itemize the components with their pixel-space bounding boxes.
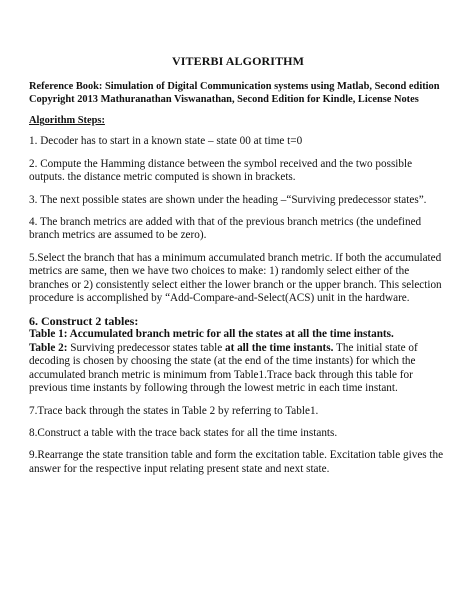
step-8: 8.Construct a table with the trace back states for all the time instants. [29, 426, 338, 439]
step-5: 5.Select the branch that has a minimum accumulated branch metric. If both the accumulated metrics are same, then we have two choices to make: 1) randomly select either of the branches or 2) consistently select either the lower branch or the upper branch. This selection procedure is accomplished by “Add-Compare-and-Select(ACS) unit in the hardware. [29, 251, 442, 305]
document-title: VITERBI ALGORITHM [171, 54, 305, 68]
algorithm-steps-heading: Algorithm Steps: [29, 115, 105, 127]
step-1: 1. Decoder has to start in a known state – state 00 at time t=0 [29, 135, 303, 148]
step-7: 7.Trace back through the states in Table 2 by referring to Table1. [29, 404, 319, 417]
step-6 [29, 314, 447, 395]
table-2-label: Table 2: [29, 341, 68, 354]
step-6-heading: 6. Construct 2 tables: [29, 314, 139, 329]
step-4: 4. The branch metrics are added with that of the previous branch metrics (the undefined branch metrics are assumed to be zero). [29, 216, 422, 242]
table-2-bold-text: at all the time instants. [224, 341, 334, 354]
reference-note: Reference Book: Simulation of Digital Communication systems using Matlab, Second edition Copyright 2013 Mathuranathan Viswanathan, Second Edition for Kindle, License Notes [29, 81, 440, 106]
table-1-description: Table 1: Accumulated branch metric for all the states at all the time instants. [29, 328, 394, 341]
table-2-rest: The initial state of decoding is chosen by choosing the state (at the end of the time instants) for which the accumulated branch metric is minimum from Table1.Trace back through this table for previous time instants by following through the lowest metric in each time instant. [29, 341, 418, 395]
step-2: 2. Compute the Hamming distance between the symbol received and the two possible outputs. the distance metric computed is shown in brackets. [29, 157, 413, 184]
step-9: 9.Rearrange the state transition table and form the excitation table. Excitation table gives the answer for the respective input relating present state and next state. [29, 449, 444, 475]
table-2-description [29, 342, 447, 396]
table-2-text: Surviving predecessor states table [67, 341, 225, 354]
document-content [29, 54, 447, 485]
step-3: 3. The next possible states are shown under the heading –“Surviving predecessor states”. [29, 193, 427, 206]
